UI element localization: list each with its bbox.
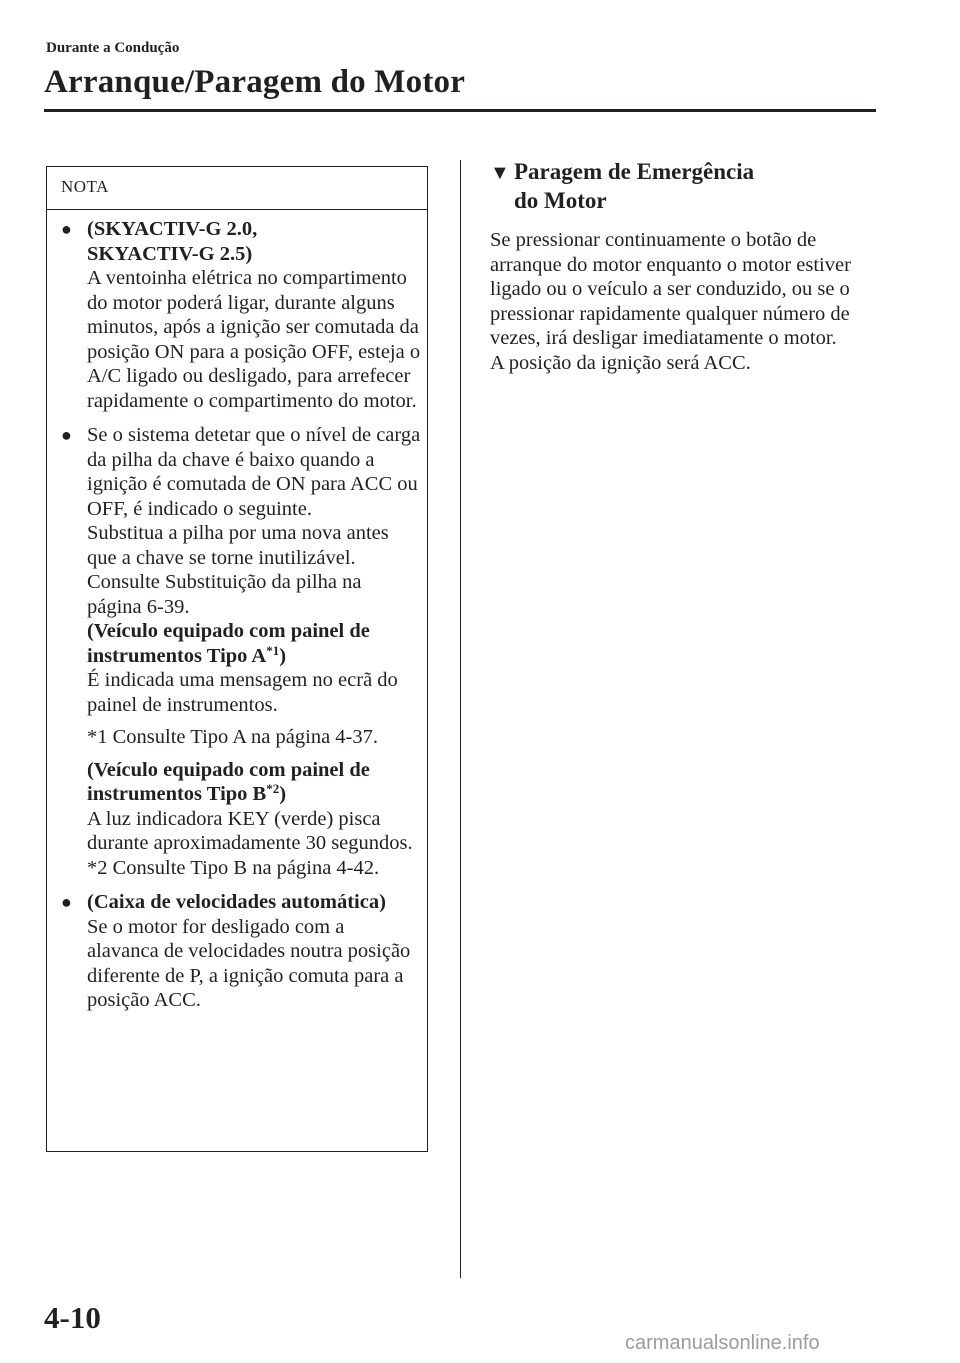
note-box bbox=[46, 166, 428, 1152]
footnote-reference: *1 Consulte Tipo A na página 4-37. bbox=[87, 726, 379, 748]
section-heading: ▼ Paragem de Emergência do Motor bbox=[490, 159, 755, 213]
note-item-key-battery bbox=[61, 423, 421, 880]
item-text: Se o motor for desligado com a alavanca de velocidades noutra posição diferente de P, a ignição comuta para a posição ACC. bbox=[87, 915, 411, 1011]
page-number: 4-10 bbox=[44, 1300, 101, 1335]
section-body bbox=[490, 228, 870, 375]
type-a-heading: (Veículo equipado com painel de instrumentos Tipo $A^{*1}$) bbox=[87, 620, 370, 667]
triangle-down-icon: ▼ bbox=[490, 162, 510, 184]
footnote-marker: *2 bbox=[266, 781, 280, 796]
item-heading: (SKYACTIV-G 2.0, bbox=[87, 218, 258, 240]
bullet-icon: ● bbox=[61, 425, 72, 445]
footnote-reference: *2 Consulte Tipo B na página 4-42. bbox=[87, 856, 380, 879]
note-divider bbox=[47, 209, 427, 210]
header-rule bbox=[44, 109, 876, 112]
watermark: carmanualsonline.info bbox=[625, 1332, 820, 1354]
type-b-heading: (Veículo equipado com painel de instrumentos Tipo $B^{*2}$) bbox=[87, 758, 370, 805]
item-heading: (Caixa de velocidades automática) bbox=[87, 891, 386, 913]
note-label: NOTA bbox=[61, 177, 109, 196]
running-header-section: Durante a Condução bbox=[46, 40, 180, 56]
item-text: Substitua a pilha por uma nova antes que a chave se torne inutilizável. bbox=[87, 522, 389, 569]
page-title: Arranque/Paragem do Motor bbox=[44, 64, 466, 100]
item-text: A luz indicadora KEY (verde) pisca durante aproximadamente 30 segundos. bbox=[87, 807, 413, 854]
footnote-marker: *1 bbox=[266, 642, 280, 658]
note-item-automatic bbox=[61, 890, 421, 1013]
item-text: É indicada uma mensagem no ecrã do painel de instrumentos. bbox=[87, 669, 398, 716]
item-text: A ventoinha elétrica no compartimento do motor poderá ligar, durante alguns minutos, após a ignição ser comutada da posição ON para a posição OFF, esteja o A/C ligado ou desligado, para arrefecer rapidamente o compartimento do motor. bbox=[87, 267, 421, 412]
bullet-icon: ● bbox=[61, 219, 72, 239]
body-paragraph: A posição da ignição será ACC. bbox=[490, 351, 751, 374]
item-heading: SKYACTIV-G 2.5) bbox=[87, 242, 253, 265]
column-divider bbox=[460, 160, 461, 1278]
note-item-skyactiv bbox=[61, 217, 421, 413]
item-text: Consulte Substituição da pilha na página 6-39. bbox=[87, 571, 362, 618]
bullet-icon: ● bbox=[61, 892, 72, 912]
body-paragraph: Se pressionar continuamente o botão de arranque do motor enquanto o motor estiver ligado ou o veículo a ser conduzido, ou se o pressionar rapidamente qualquer número de vezes, irá desligar imediatamente o motor. bbox=[490, 229, 851, 349]
note-content bbox=[61, 217, 421, 1023]
item-text: Se o sistema detetar que o nível de carga da pilha da chave é baixo quando a ignição é comutada de ON para ACC ou OFF, é indicado o seguinte. bbox=[87, 424, 421, 520]
